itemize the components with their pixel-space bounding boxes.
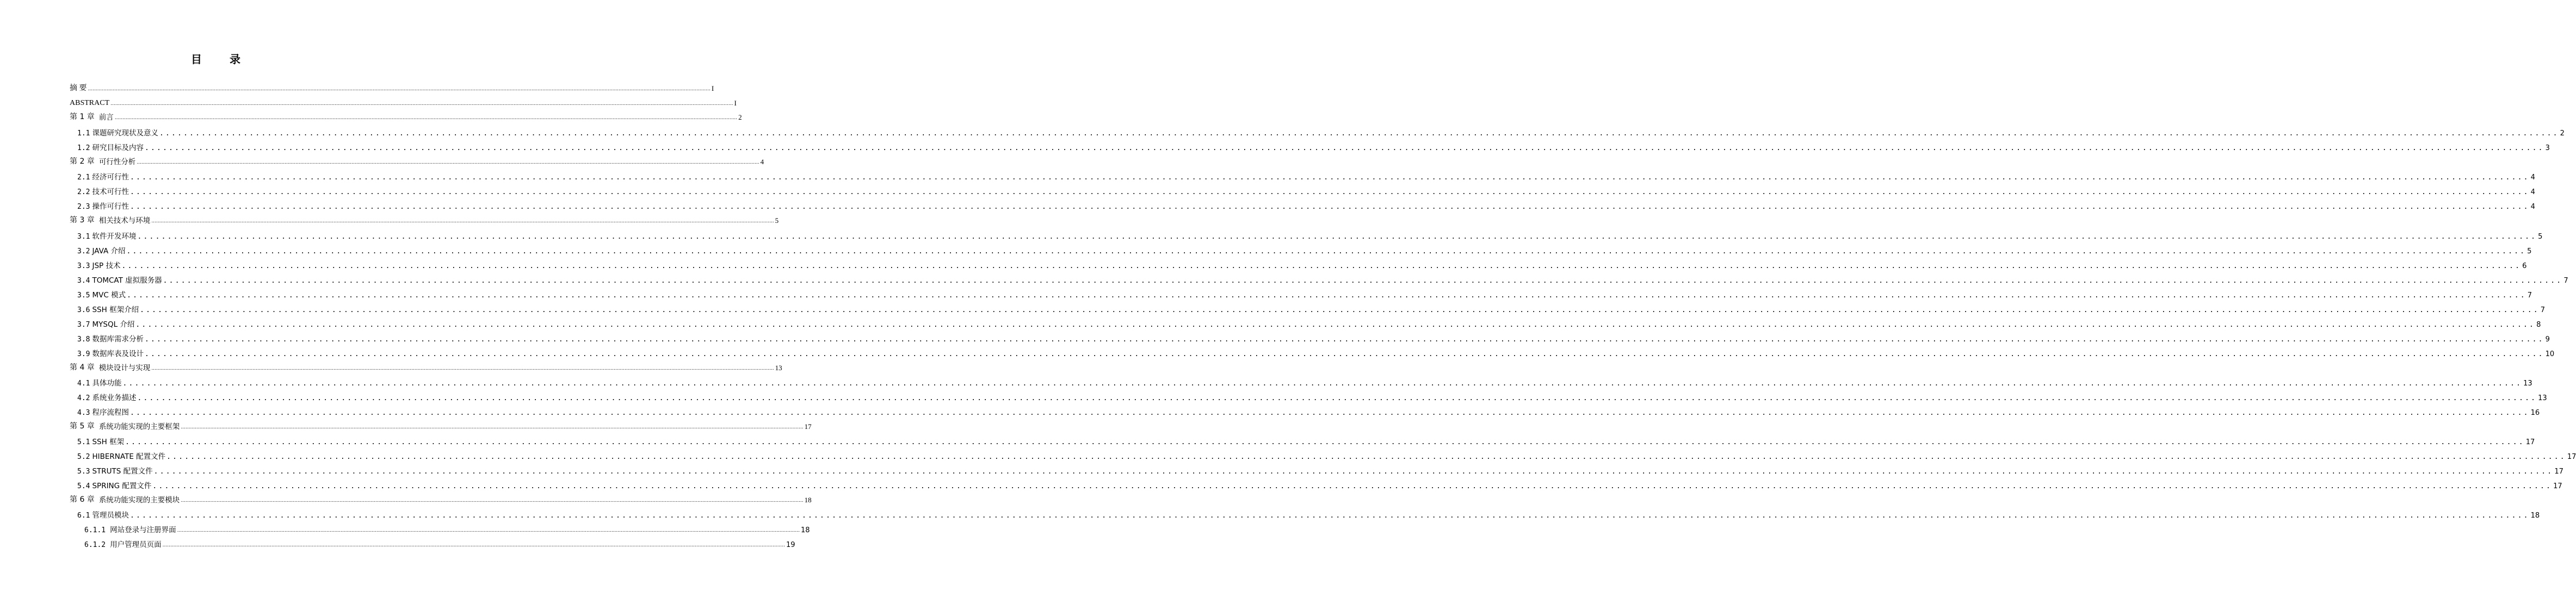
toc-entry-label: 经济可行性	[92, 173, 129, 182]
toc-section-entry[interactable]	[77, 170, 2535, 182]
toc-entry-page-number: 2	[738, 113, 742, 121]
dot-leader: ................................................................................................................................................................................................................................................................................................................................................................................................................	[135, 321, 2536, 329]
toc-entry-number: 第 1 章	[70, 113, 95, 121]
dot-leader: ................................................................................................................................................................................................................................................................................................................................................................................................................	[126, 247, 2526, 256]
toc-entry-label: 网站登录与注册界面	[110, 526, 176, 534]
dot-leader: ................................................................................................................................................................................................................................................................................................................................................................................................................	[122, 379, 2523, 388]
toc-section-entry[interactable]	[77, 273, 2568, 285]
toc-section-entry[interactable]	[77, 508, 2540, 520]
dot-leader: ................................................................................................................................................................................................................................................................................................................................................................................................................	[163, 277, 2563, 285]
toc-entry-label: MYSQL 介绍	[92, 320, 135, 329]
toc-section-entry[interactable]	[77, 478, 2562, 490]
dot-leader: ................................................................................................................................................................................................................................................................................................................................................................................................................	[153, 468, 2554, 476]
toc-title: 目 录	[191, 53, 252, 66]
toc-section-entry[interactable]	[77, 346, 2555, 358]
toc-entry-label: SPRING 配置文件	[92, 482, 152, 490]
toc-entry-label: 前言	[98, 113, 114, 122]
dot-leader: ................................................................................................................................................................................................................................................................................................................................................................................................................	[159, 129, 2559, 138]
toc-entry-page-number: 4	[760, 158, 764, 166]
toc-entry-label: 程序流程图	[92, 408, 129, 417]
toc-entry-number: 3.4	[77, 277, 90, 285]
toc-entry-number: 2.1	[77, 173, 90, 182]
toc-section-entry[interactable]	[77, 258, 2527, 270]
toc-entry-number: 6.1.1	[84, 526, 106, 534]
toc-entry-number: 第 3 章	[70, 216, 95, 225]
toc-section-entry[interactable]	[77, 464, 2563, 476]
toc-chapter-entry[interactable]	[70, 419, 812, 431]
toc-entry-label: 技术可行性	[92, 188, 129, 196]
toc-entry-number: 3.9	[77, 350, 90, 358]
toc-section-entry[interactable]	[77, 229, 2543, 241]
toc-subsection-entry[interactable]	[84, 522, 810, 534]
toc-section-entry[interactable]	[77, 140, 2550, 152]
toc-section-entry[interactable]	[77, 199, 2535, 211]
toc-entry-number: 4.2	[77, 394, 90, 402]
toc-entry-label: 具体功能	[92, 379, 122, 388]
toc-section-entry[interactable]	[77, 302, 2546, 314]
toc-entry-number: 2.2	[77, 188, 90, 196]
toc-entry-number: 第 2 章	[70, 157, 95, 166]
toc-entry-page-number: 7	[2527, 291, 2532, 300]
toc-entry-page-number: I	[734, 99, 737, 107]
toc-chapter-entry[interactable]	[70, 154, 764, 166]
toc-entry-number: 1.2	[77, 144, 90, 152]
toc-entry-label: 系统功能实现的主要模块	[98, 496, 180, 505]
dot-leader: ................................................................................................................................................................................................................................................................................................................................................................................................................	[144, 144, 2544, 152]
toc-entry-number: 5.1	[77, 438, 90, 446]
dot-leader: ................................................................................................................................................................................................................................................................................................................................................................................................................	[114, 115, 738, 121]
toc-entry-number: 2.3	[77, 203, 90, 211]
toc-entry-label: JSP 技术	[92, 262, 121, 270]
toc-entry-page-number: 18	[2530, 512, 2540, 520]
toc-section-entry[interactable]	[77, 449, 2576, 461]
toc-entry-label: 管理员模块	[92, 511, 129, 520]
toc-entry-number: 6.1	[77, 512, 90, 520]
dot-leader: ................................................................................................................................................................................................................................................................................................................................................................................................................	[144, 335, 2544, 344]
toc-entry-page-number: 7	[2563, 277, 2568, 285]
toc-entry-number: 第 5 章	[70, 422, 95, 431]
toc-entry-page-number: 17	[2553, 482, 2562, 490]
toc-entry-label: SSH 框架	[92, 438, 125, 446]
toc-entry-label: 数据库需求分析	[92, 335, 144, 344]
toc-chapter-entry[interactable]	[70, 213, 779, 225]
toc-chapter-entry[interactable]	[70, 81, 714, 93]
toc-entry-page-number: 13	[2538, 394, 2547, 402]
dot-leader: ................................................................................................................................................................................................................................................................................................................................................................................................................	[127, 291, 2526, 300]
toc-subsection-entry[interactable]	[84, 537, 795, 549]
toc-entry-label: HIBERNATE 配置文件	[92, 452, 166, 461]
toc-entry-page-number: 9	[2545, 335, 2550, 344]
toc-entry-number: 第 4 章	[70, 363, 95, 372]
toc-entry-label: 数据库表及设计	[92, 350, 144, 358]
toc-entry-page-number: 10	[2545, 350, 2555, 358]
toc-entry-label: 系统业务描述	[92, 394, 137, 402]
toc-entry-page-number: 13	[2523, 379, 2532, 388]
toc-entry-number: 3.1	[77, 233, 90, 241]
toc-chapter-entry[interactable]	[70, 493, 812, 505]
dot-leader: ................................................................................................................................................................................................................................................................................................................................................................................................................	[125, 438, 2525, 446]
toc-entry-number: 5.3	[77, 468, 90, 476]
toc-entry-label: ABSTRACT	[70, 99, 110, 107]
dot-leader: ................................................................................................................................................................................................................................................................................................................................................................................................................	[181, 425, 804, 430]
toc-entry-number: 5.4	[77, 482, 90, 490]
toc-chapter-entry[interactable]	[70, 96, 737, 108]
toc-entry-page-number: 16	[2530, 409, 2540, 417]
toc-section-entry[interactable]	[77, 332, 2550, 344]
toc-entry-label: 研究目标及内容	[92, 144, 144, 152]
toc-section-entry[interactable]	[77, 317, 2541, 329]
toc-entry-number: 3.8	[77, 335, 90, 344]
toc-entry-page-number: 2	[2560, 129, 2565, 138]
toc-entry-page-number: 4	[2530, 203, 2535, 211]
toc-section-entry[interactable]	[77, 376, 2532, 388]
toc-entry-page-number: 7	[2540, 306, 2546, 314]
toc-entry-page-number: 4	[2530, 188, 2535, 196]
toc-section-entry[interactable]	[77, 184, 2535, 196]
toc-entry-page-number: 17	[2554, 468, 2563, 476]
toc-entry-page-number: 5	[775, 216, 779, 225]
toc-entry-label: 用户管理员页面	[110, 540, 162, 549]
toc-entry-number: 3.6	[77, 306, 90, 314]
toc-entry-page-number: 8	[2536, 321, 2541, 329]
toc-entry-page-number: 17	[804, 422, 812, 431]
toc-entry-page-number: 5	[2538, 233, 2543, 241]
dot-leader: ................................................................................................................................................................................................................................................................................................................................................................................................................	[129, 409, 2530, 417]
toc-entry-label: 可行性分析	[98, 158, 136, 166]
toc-entry-page-number: 17	[2525, 438, 2535, 446]
toc-entry-number: 3.3	[77, 262, 90, 270]
toc-entry-label: 模块设计与实现	[98, 364, 151, 372]
toc-entry-label: SSH 框架介绍	[92, 306, 139, 314]
toc-entry-number: 第 6 章	[70, 495, 95, 504]
toc-entry-page-number: 17	[2567, 453, 2576, 461]
toc-entry-label: JAVA 介绍	[92, 247, 126, 256]
toc-entry-label: MVC 模式	[92, 291, 126, 300]
toc-entry-number: 3.5	[77, 291, 90, 300]
toc-entry-number: 1.1	[77, 129, 90, 138]
toc-entry-page-number: 19	[786, 541, 795, 549]
toc-entry-label: 相关技术与环境	[98, 216, 151, 225]
dot-leader: ................................................................................................................................................................................................................................................................................................................................................................................................................	[151, 366, 774, 371]
dot-leader: ................................................................................................................................................................................................................................................................................................................................................................................................................	[151, 219, 774, 224]
toc-entry-label: 摘 要	[70, 84, 87, 92]
toc-entry-number: 4.3	[77, 409, 90, 417]
dot-leader: ................................................................................................................................................................................................................................................................................................................................................................................................................	[162, 543, 785, 548]
toc-entry-page-number: 4	[2530, 173, 2535, 182]
toc-entry-number: 5.2	[77, 453, 90, 461]
dot-leader: ................................................................................................................................................................................................................................................................................................................................................................................................................	[144, 350, 2544, 358]
toc-entry-number: 6.1.2	[84, 541, 106, 549]
toc-entry-label: 操作可行性	[92, 202, 129, 211]
toc-entry-label: TOMCAT 虚拟服务器	[92, 276, 162, 285]
dot-leader: ................................................................................................................................................................................................................................................................................................................................................................................................................	[140, 306, 2540, 314]
toc-entry-page-number: 13	[775, 364, 782, 372]
dot-leader: ................................................................................................................................................................................................................................................................................................................................................................................................................	[166, 453, 2566, 461]
dot-leader: ................................................................................................................................................................................................................................................................................................................................................................................................................	[137, 160, 759, 165]
toc-entry-number: 3.2	[77, 247, 90, 256]
toc-entry-page-number: 18	[800, 526, 810, 534]
dot-leader: ................................................................................................................................................................................................................................................................................................................................................................................................................	[88, 86, 711, 92]
dot-leader: ................................................................................................................................................................................................................................................................................................................................................................................................................	[181, 498, 804, 503]
toc-entry-page-number: 3	[2545, 144, 2550, 152]
dot-leader: ................................................................................................................................................................................................................................................................................................................................................................................................................	[152, 482, 2553, 490]
dot-leader: ................................................................................................................................................................................................................................................................................................................................................................................................................	[129, 512, 2530, 520]
dot-leader: ................................................................................................................................................................................................................................................................................................................................................................................................................	[129, 173, 2530, 182]
dot-leader: ................................................................................................................................................................................................................................................................................................................................................................................................................	[137, 394, 2537, 402]
toc-entry-page-number: 5	[2527, 247, 2532, 256]
toc-entry-page-number: I	[711, 84, 714, 92]
toc-entry-number: 4.1	[77, 379, 90, 388]
toc-section-entry[interactable]	[77, 405, 2540, 417]
toc-entry-page-number: 6	[2522, 262, 2527, 270]
toc-entry-label: 课题研究现状及意义	[92, 129, 158, 138]
dot-leader: ................................................................................................................................................................................................................................................................................................................................................................................................................	[177, 528, 800, 533]
toc-section-entry[interactable]	[77, 126, 2565, 138]
toc-entry-label: STRUTS 配置文件	[92, 467, 153, 476]
toc-entry-label: 系统功能实现的主要框架	[98, 422, 180, 431]
toc-chapter-entry[interactable]	[70, 360, 782, 372]
toc-section-entry[interactable]	[77, 288, 2532, 300]
toc-entry-number: 3.7	[77, 321, 90, 329]
toc-section-entry[interactable]	[77, 244, 2532, 256]
dot-leader: ................................................................................................................................................................................................................................................................................................................................................................................................................	[110, 101, 733, 107]
toc-chapter-entry[interactable]	[70, 110, 742, 122]
dot-leader: ................................................................................................................................................................................................................................................................................................................................................................................................................	[129, 188, 2530, 196]
toc-section-entry[interactable]	[77, 434, 2535, 446]
toc-section-entry[interactable]	[77, 390, 2547, 402]
dot-leader: ................................................................................................................................................................................................................................................................................................................................................................................................................	[137, 233, 2537, 241]
dot-leader: ................................................................................................................................................................................................................................................................................................................................................................................................................	[129, 203, 2530, 211]
toc-entry-label: 软件开发环境	[92, 232, 137, 241]
dot-leader: ................................................................................................................................................................................................................................................................................................................................................................................................................	[121, 262, 2522, 270]
toc-entry-page-number: 18	[804, 496, 812, 504]
